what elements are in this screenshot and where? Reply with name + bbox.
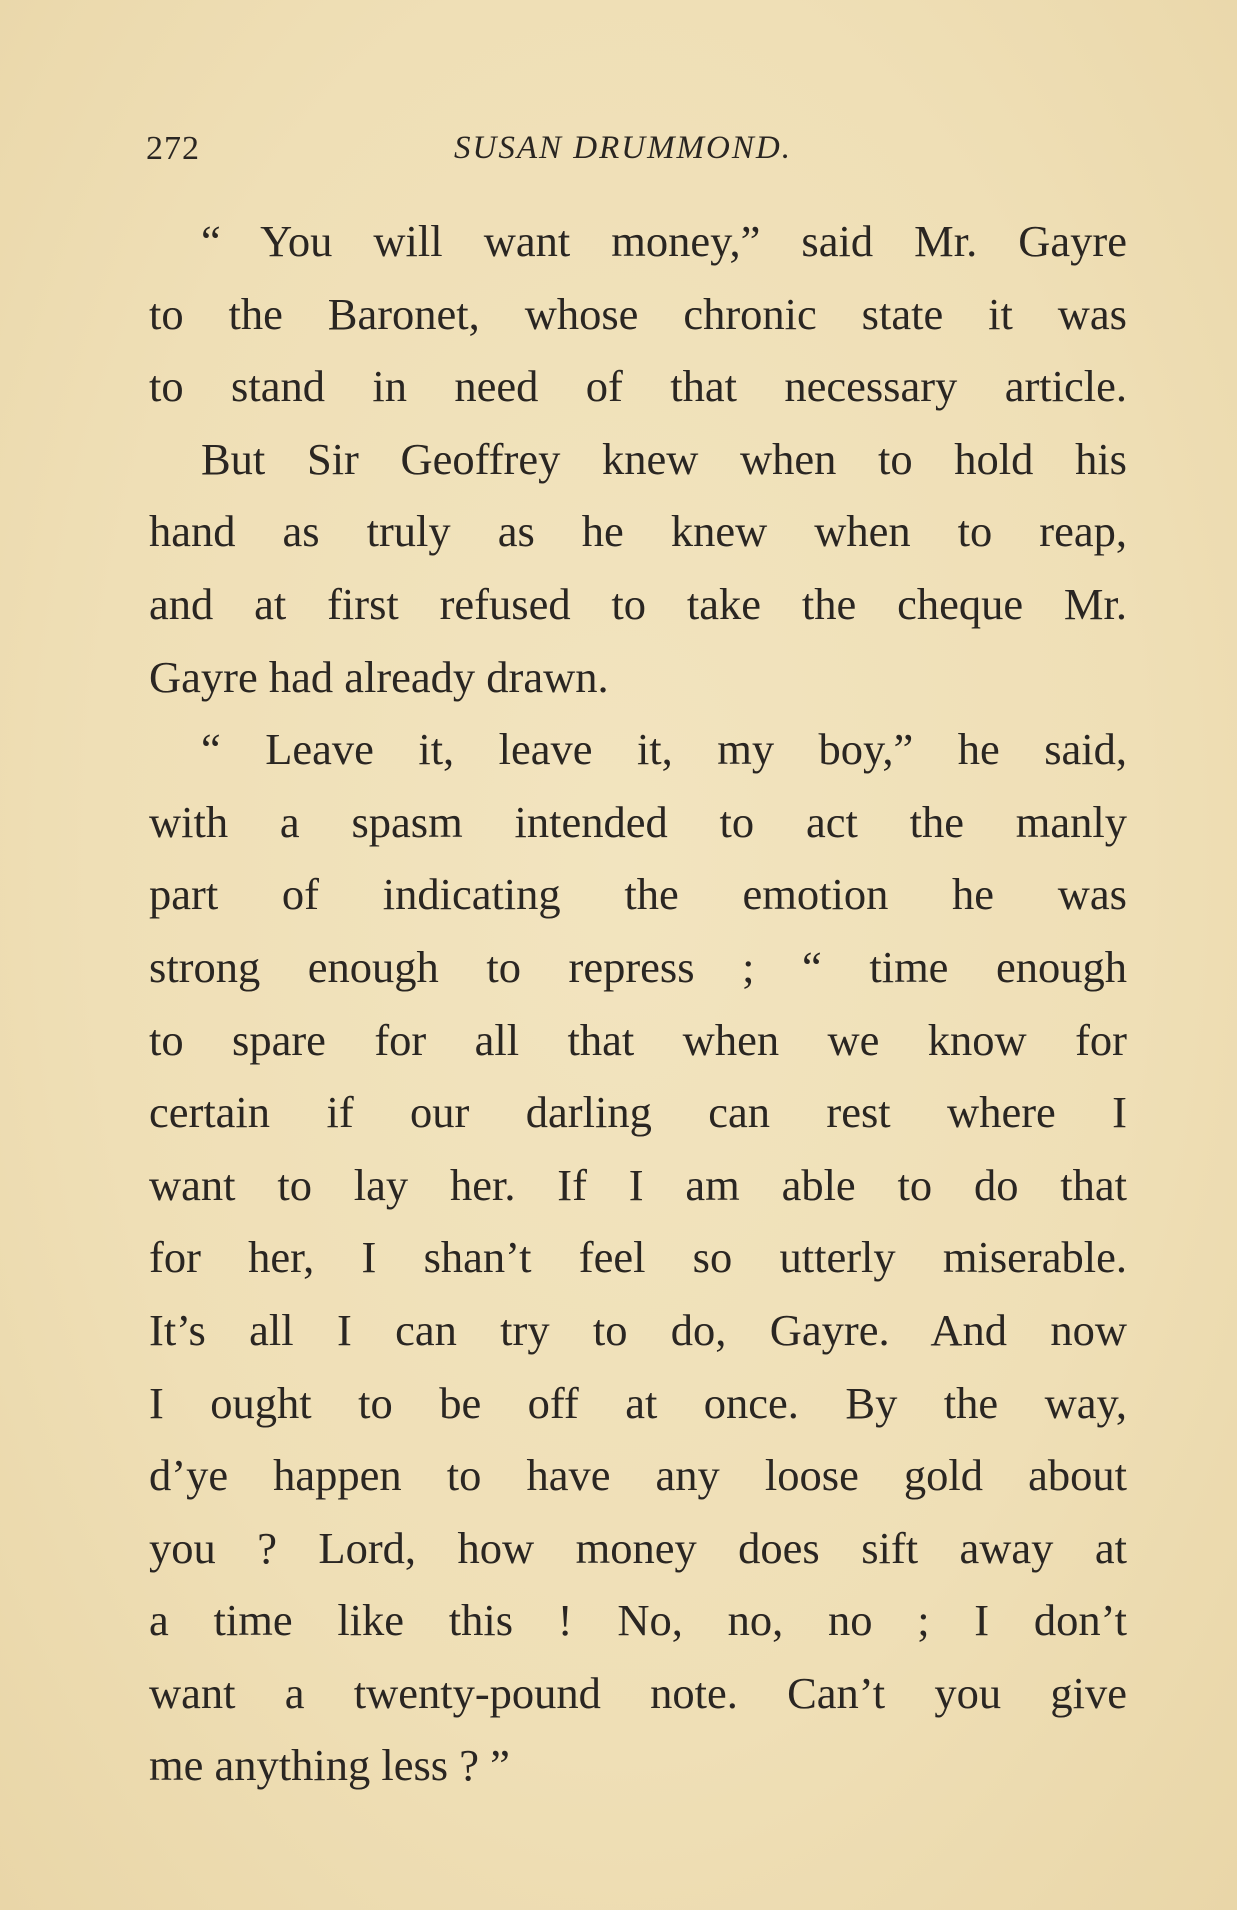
text-line: me anything less ? ” (149, 1740, 510, 1791)
text-line: you ? Lord, how money does sift away at (149, 1522, 1127, 1573)
text-line: with a spasm intended to act the manly (149, 796, 1127, 847)
text-line: to spare for all that when we know for (149, 1014, 1127, 1065)
text-line: It’s all I can try to do, Gayre. And now (149, 1304, 1127, 1355)
page-header (146, 130, 1126, 180)
paragraph (149, 205, 1127, 423)
body-text (149, 205, 1127, 1802)
text-line: strong enough to repress ; “ time enough (149, 941, 1127, 992)
text-line: want to lay her. If I am able to do that (149, 1159, 1127, 1210)
text-line: Gayre had already drawn. (149, 651, 609, 702)
text-line: “ Leave it, leave it, my boy,” he said, (201, 724, 1127, 775)
text-line: to stand in need of that necessary article. (149, 361, 1127, 412)
text-line: “ You will want money,” said Mr. Gayre (201, 216, 1127, 266)
text-line: to the Baronet, whose chronic state it was (149, 288, 1127, 339)
text-line: for her, I shan’t feel so utterly miserable. (149, 1232, 1127, 1283)
text-line: hand as truly as he knew when to reap, (149, 506, 1127, 557)
text-line: want a twenty-pound note. Can’t you give (149, 1667, 1127, 1718)
text-line: certain if our darling can rest where I (149, 1087, 1127, 1138)
text-line: d’ye happen to have any loose gold about (149, 1450, 1127, 1501)
text-line: and at first refused to take the cheque Mr. (149, 578, 1127, 629)
text-line: a time like this ! No, no, no ; I don’t (149, 1595, 1127, 1646)
text-line: I ought to be off at once. By the way, (149, 1377, 1127, 1428)
text-line: But Sir Geoffrey knew when to hold his (201, 433, 1127, 484)
page-number: 272 (146, 130, 200, 167)
paragraph (149, 423, 1127, 713)
running-title: SUSAN DRUMMOND. (454, 130, 792, 166)
text-line: part of indicating the emotion he was (149, 869, 1127, 920)
paragraph (149, 713, 1127, 1802)
